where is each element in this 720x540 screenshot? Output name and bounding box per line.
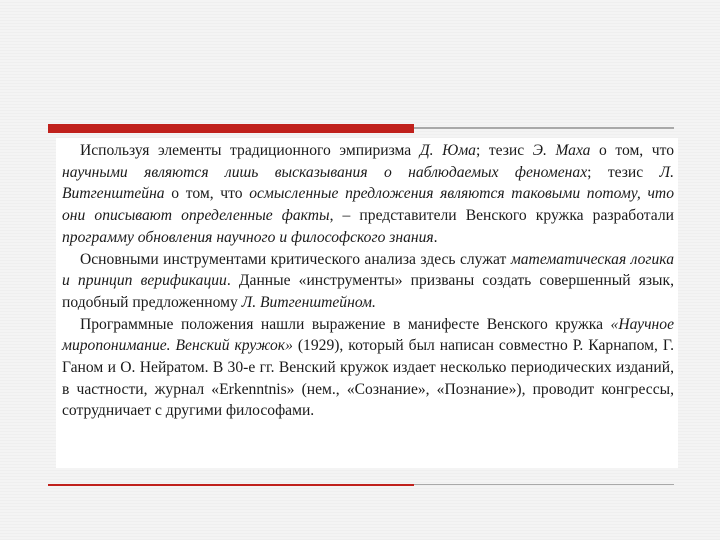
p1-seg-2: ; тезис <box>475 142 533 159</box>
paragraph-1 <box>62 140 674 249</box>
p1-seg-11: программу обновления научного и философского знания <box>62 228 434 246</box>
p3-seg-1: «Научное миропонимание. Венский кружок» <box>62 315 674 355</box>
p1-seg-8: о том, что <box>164 185 250 203</box>
p1-seg-5: научными являются лишь высказывания о наблюдаемых феноменах <box>62 163 588 181</box>
p1-seg-7: Л. Витгенштейна <box>62 163 675 203</box>
p1-seg-1: Д. Юма <box>419 142 476 159</box>
bottom-rule-grey-segment <box>414 484 674 485</box>
p1-seg-3: Э. Маха <box>532 142 591 159</box>
p1-seg-4: о том, что <box>590 142 674 159</box>
p1-seg-12: . <box>433 228 438 246</box>
p2-seg-2: . Данные «инструменты» призваны создать совершенный язык, подобный предложенному <box>62 272 674 311</box>
p1-seg-6: ; тезис <box>587 163 660 181</box>
top-decorative-rule <box>48 124 674 133</box>
bottom-rule-red-segment <box>48 484 414 486</box>
p2-seg-0: Основными инструментами критического анализа здесь служат <box>80 250 511 268</box>
p1-seg-0: Используя элементы традиционного эмпиризма <box>80 142 420 159</box>
p2-seg-3: Л. Витгенштейном. <box>241 293 376 311</box>
p3-seg-2: (1929), который был написан совместно Р. Карнапом, Г. Ганом и О. Нейратом. В 30-е гг. Венский кружок издает несколько периодических изданий, в частности, журнал «Erkenntnis» (нем., «Сознание», «Познание»), проводит конгрессы, сотрудничает с другими философами. <box>62 337 674 420</box>
p3-seg-0: Программные положения нашли выражение в манифесте Венского кружка <box>80 315 611 333</box>
p2-seg-1: математическая логика и принцип верификации <box>62 250 674 290</box>
p1-seg-10: , – представители Венского кружка разработали <box>329 207 674 225</box>
slide-text-box <box>56 138 678 468</box>
top-rule-red-segment <box>48 124 414 133</box>
p1-seg-9: осмысленные предложения являются таковыми потому, что они описывают определенные факты <box>62 185 674 225</box>
bottom-decorative-rule <box>48 484 674 487</box>
paragraph-2 <box>62 249 674 314</box>
paragraph-3 <box>62 314 674 423</box>
top-rule-grey-segment <box>414 127 674 129</box>
